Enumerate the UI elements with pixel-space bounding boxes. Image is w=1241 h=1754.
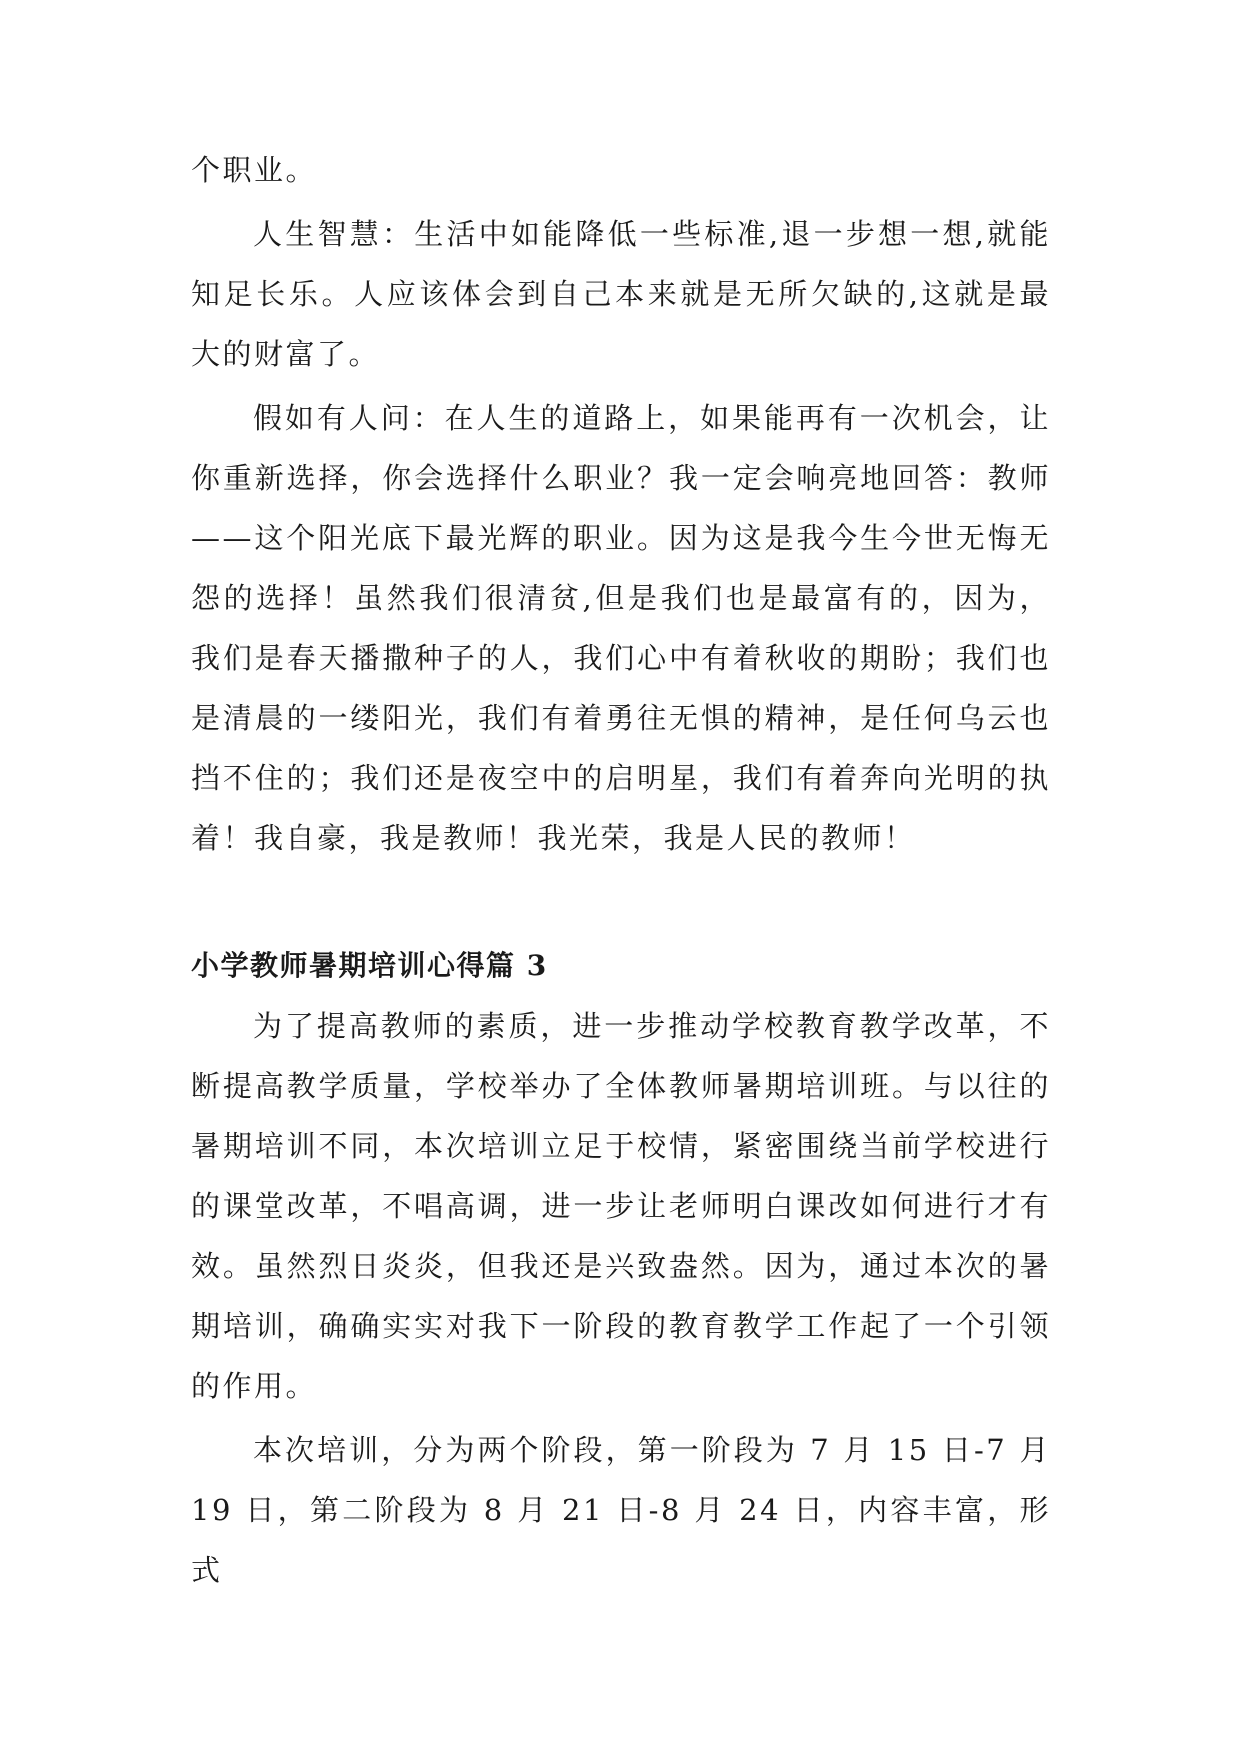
paragraph-training-schedule: 本次培训，分为两个阶段，第一阶段为 7 月 15 日-7 月 19 日，第二阶段为 8 月 21 日-8 月 24 日，内容丰富，形式: [191, 1433, 1051, 1587]
paragraph-life-wisdom: 人生智慧：生活中如能降低一些标准,退一步想一想,就能知足长乐。人应该体会到自己本来就是无所欠缺的,这就是最大的财富了。: [191, 217, 1051, 371]
paragraph-continuation: 个职业。: [191, 153, 318, 187]
document-body: [191, 140, 1051, 1604]
paragraph-training-intro: 为了提高教师的素质，进一步推动学校教育教学改革，不断提高教学质量，学校举办了全体教师暑期培训班。与以往的暑期培训不同，本次培训立足于校情，紧密围绕当前学校进行的课堂改革，不唱高调，进一步让老师明白课改如何进行才有效。虽然烈日炎炎，但我还是兴致盎然。因为，通过本次的暑期培训，确确实实对我下一阶段的教育教学工作起了一个引领的作用。: [191, 1009, 1051, 1403]
paragraph-teacher-choice: 假如有人问：在人生的道路上，如果能再有一次机会，让你重新选择，你会选择什么职业？我一定会响亮地回答：教师——这个阳光底下最光辉的职业。因为这是我今生今世无悔无怨的选择！虽然我们很清贫,但是我们也是最富有的，因为，我们是春天播撒种子的人，我们心中有着秋收的期盼；我们也是清晨的一缕阳光，我们有着勇往无惧的精神，是任何乌云也挡不住的；我们还是夜空中的启明星，我们有着奔向光明的执着！我自豪，我是教师！我光荣，我是人民的教师！: [191, 401, 1051, 855]
section-title: 小学教师暑期培训心得篇 3: [191, 949, 548, 982]
